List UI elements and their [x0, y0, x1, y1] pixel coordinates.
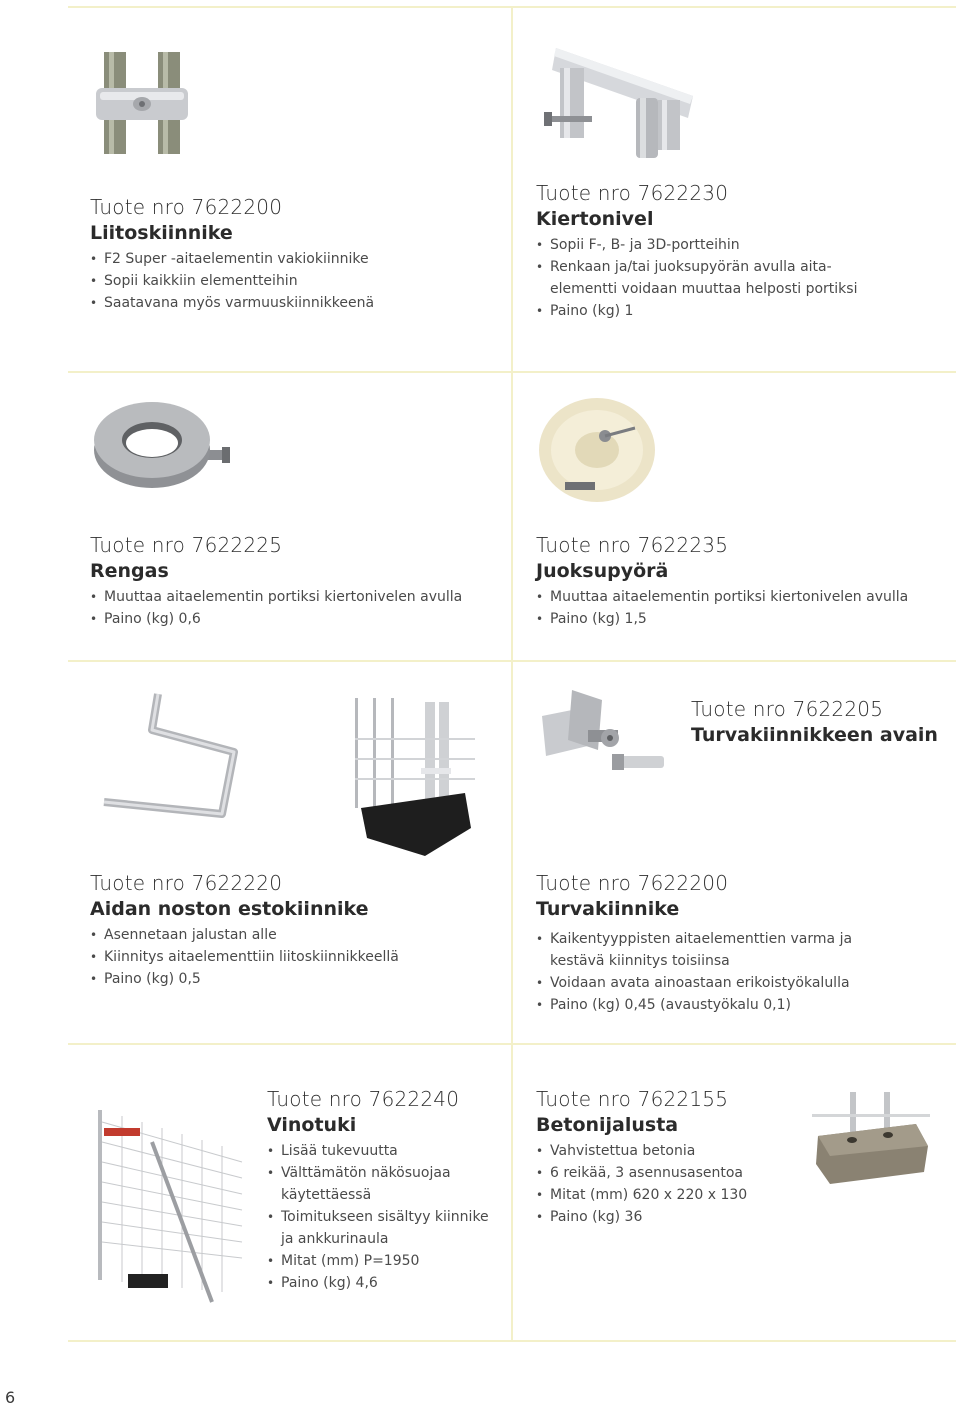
list-item: • Asennetaan jalustan alle [90, 924, 505, 946]
bullet-list [267, 1140, 507, 1294]
product-7622225-rengas [90, 532, 505, 630]
list-item: • Muuttaa aitaelementin portiksi kiertonivelen avulla [536, 586, 951, 608]
list-item: • Mitat (mm) P=1950 [267, 1250, 507, 1272]
product-name: Betonijalusta [536, 1114, 679, 1136]
concrete-base-image [812, 1092, 930, 1184]
product-name: Kiertonivel [536, 208, 654, 230]
product-number: Tuote nro 7622220 [90, 871, 283, 895]
product-number: Tuote nro 7622235 [536, 533, 729, 557]
security-clamp-key-image [532, 686, 672, 786]
list-item: • Paino (kg) 1 [536, 300, 946, 322]
swivel-hinge-image [538, 48, 693, 163]
product-name: Turvakiinnikkeen avain [691, 724, 938, 746]
list-item: • Kaikentyyppisten aitaelementtien varma ja kestävä kiinnitys toisiinsa [536, 928, 951, 972]
product-number: Tuote nro 7622200 [536, 871, 729, 895]
product-number: Tuote nro 7622225 [90, 533, 283, 557]
list-item: • Muuttaa aitaelementin portiksi kiertonivelen avulla [90, 586, 505, 608]
list-item: • Toimitukseen sisältyy kiinnike ja ankkurinaula [267, 1206, 507, 1250]
product-7622200-turvakiinnike [536, 870, 951, 1016]
divider-col-4 [511, 1043, 513, 1340]
list-item: • Lisää tukevuutta [267, 1140, 507, 1162]
product-7622240-vinotuki [267, 1086, 507, 1294]
product-name: Rengas [90, 560, 169, 582]
product-number: Tuote nro 7622200 [90, 195, 283, 219]
list-item: • Välttämätön näkösuojaa käytettäessä [267, 1162, 507, 1206]
list-item: • Paino (kg) 0,6 [90, 608, 505, 630]
bullet-list [536, 928, 951, 1016]
product-number: Tuote nro 7622240 [267, 1087, 460, 1111]
page-number: 6 [5, 1388, 16, 1407]
list-item: • Voidaan avata ainoastaan erikoistyökalulla [536, 972, 951, 994]
list-item: • Sopii kaikkiin elementteihin [90, 270, 500, 292]
list-item: • F2 Super -aitaelementin vakiokiinnike [90, 248, 500, 270]
product-7622155-betonijalusta [536, 1086, 796, 1228]
bracket-installed-image [355, 698, 475, 858]
divider-col-2 [511, 371, 513, 660]
list-item: • Paino (kg) 1,5 [536, 608, 951, 630]
list-item: • Sopii F-, B- ja 3D-portteihin [536, 234, 946, 256]
product-number: Tuote nro 7622155 [536, 1087, 729, 1111]
list-item: • Saatavana myös varmuuskiinnikkeenä [90, 292, 500, 314]
roller-wheel-image [535, 398, 663, 506]
list-item: • Vahvistettua betonia [536, 1140, 796, 1162]
product-number: Tuote nro 7622230 [536, 181, 729, 205]
bullet-list [536, 234, 946, 322]
product-name: Liitoskiinnike [90, 222, 233, 244]
divider-bottom [68, 1340, 956, 1342]
list-item: • Renkaan ja/tai juoksupyörän avulla aita- elementti voidaan muuttaa helposti portiksi [536, 256, 946, 300]
product-name: Turvakiinnike [536, 898, 680, 920]
bullet-list [90, 924, 505, 990]
product-7622230-kiertonivel [536, 180, 946, 322]
list-item: • Paino (kg) 0,5 [90, 968, 505, 990]
diagonal-brace-image [92, 1102, 252, 1310]
divider-col-3 [511, 660, 513, 1043]
list-item: • 6 reikää, 3 asennusasentoa [536, 1162, 796, 1184]
h-coupler-clamp-image [96, 52, 188, 154]
bullet-list [536, 586, 951, 630]
bullet-list [90, 586, 505, 630]
bullet-list [90, 248, 500, 314]
product-name: Juoksupyörä [536, 560, 669, 582]
product-7622235-juoksupyora [536, 532, 951, 630]
product-name: Aidan noston estokiinnike [90, 898, 369, 920]
list-item: • Mitat (mm) 620 x 220 x 130 [536, 1184, 796, 1206]
product-number: Tuote nro 7622205 [691, 697, 884, 721]
anti-lift-bracket-image [96, 690, 238, 820]
divider-col-1 [511, 6, 513, 371]
list-item: • Paino (kg) 4,6 [267, 1272, 507, 1294]
list-item: • Kiinnitys aitaelementtiin liitoskiinnikkeellä [90, 946, 505, 968]
list-item: • Paino (kg) 36 [536, 1206, 796, 1228]
steel-ring-image [90, 395, 235, 490]
product-7622205-turvakiinnikkeen-avain [691, 696, 951, 750]
list-item: • Paino (kg) 0,45 (avaustyökalu 0,1) [536, 994, 951, 1016]
product-7622200-liitoskiinnike [90, 194, 500, 314]
product-7622220-aidan-noston-estokiinnike [90, 870, 505, 990]
bullet-list [536, 1140, 796, 1228]
product-name: Vinotuki [267, 1114, 357, 1136]
